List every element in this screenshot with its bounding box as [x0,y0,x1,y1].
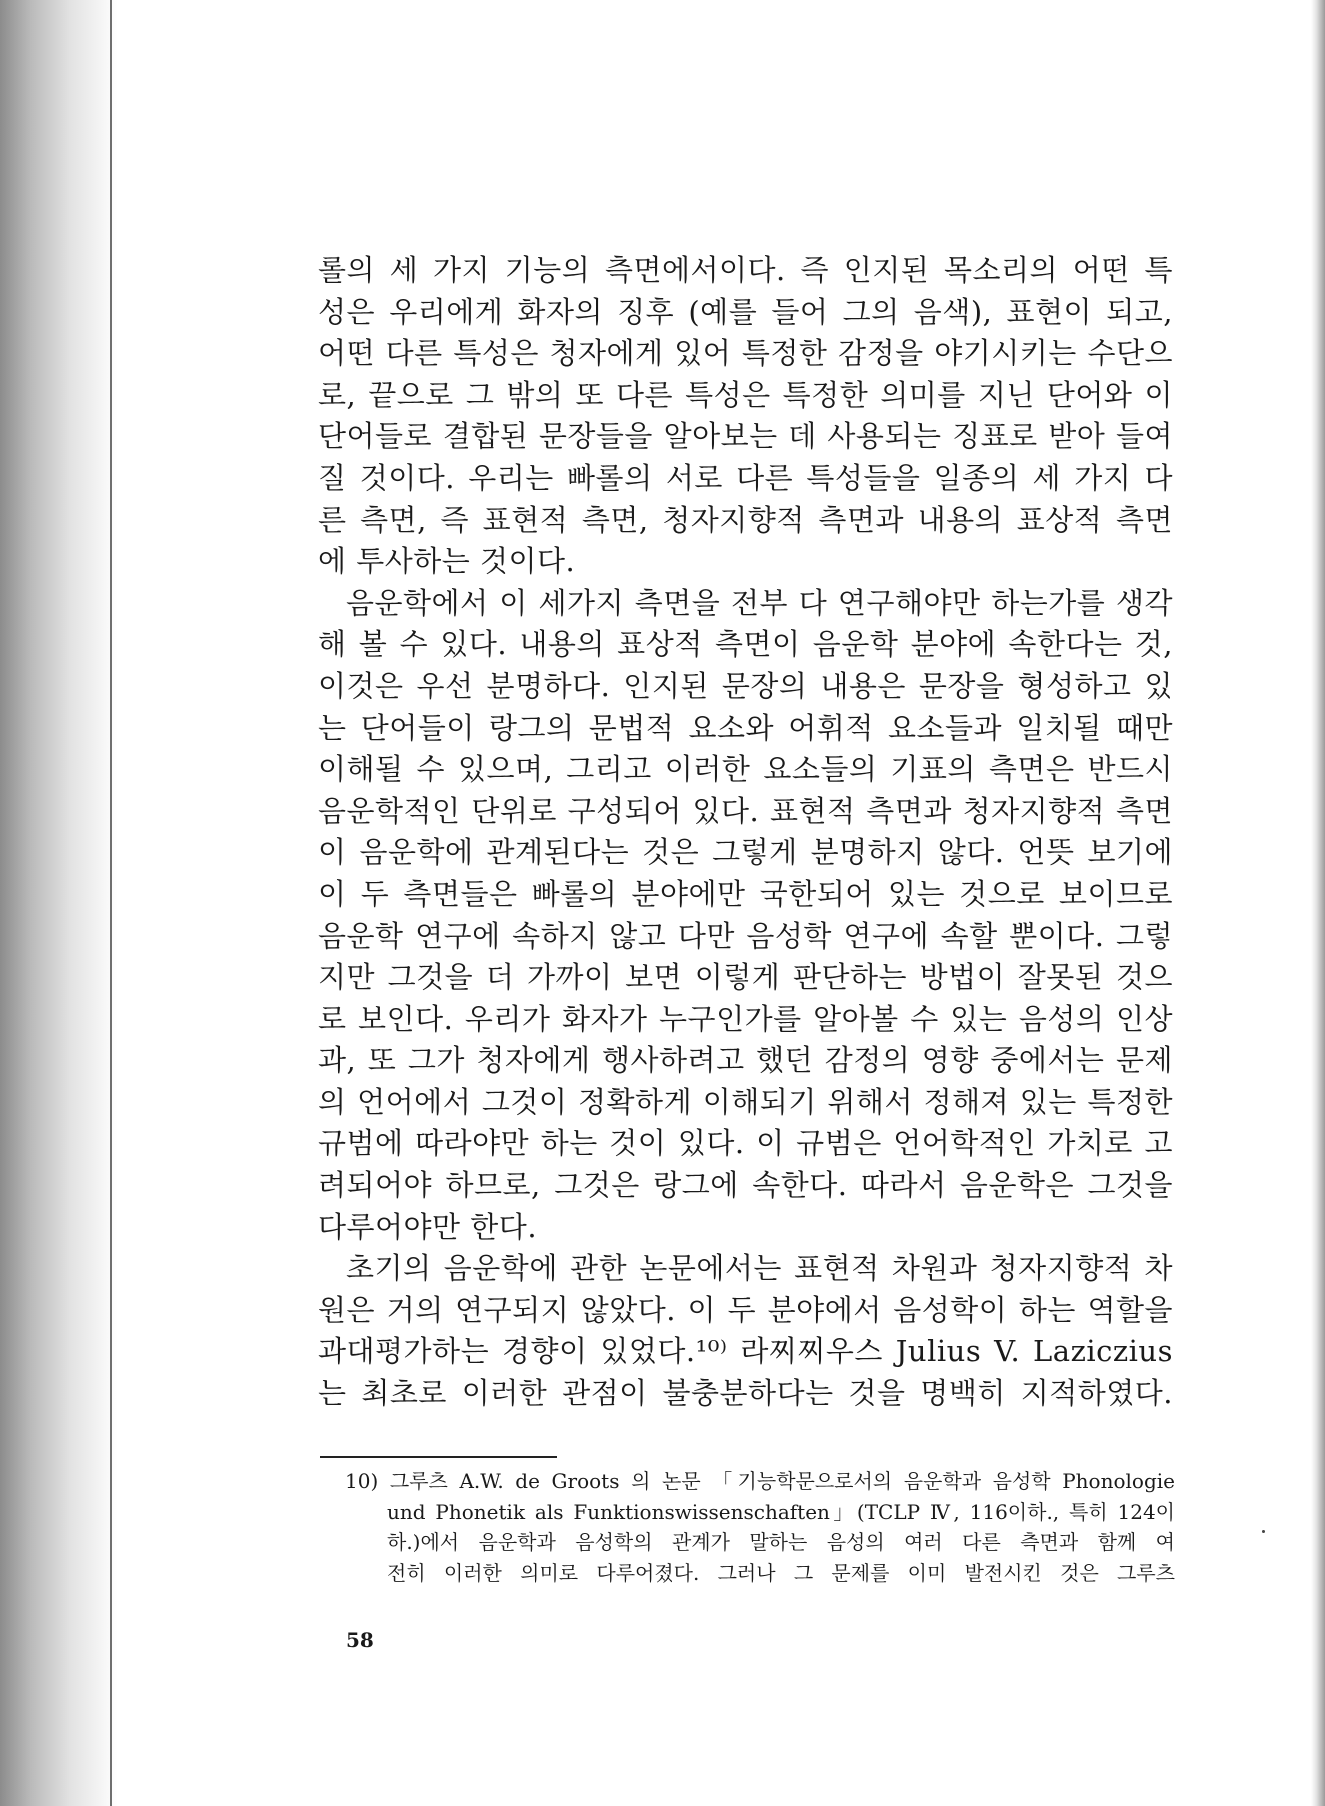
body-line: 과, 또 그가 청자에게 행사하려고 했던 감정의 영향 중에서는 문제 [318,1043,1173,1078]
footnote-line: 하.)에서 음운학과 음성학의 관계가 말하는 음성의 여러 다른 측면과 함께 여 [387,1530,1175,1554]
body-line: 이해될 수 있으며, 그리고 이러한 요소들의 기표의 측면은 반드시 [318,752,1173,787]
footnote-line: 전히 이러한 의미로 다루어졌다. 그러나 그 문제를 이미 발전시킨 것은 그루츠 [387,1560,1175,1585]
paragraph-start-line: 초기의 음운학에 관한 논문에서는 표현적 차원과 청자지향적 차 [346,1251,1173,1286]
body-line: 이 두 측면들은 빠롤의 분야에만 국한되어 있는 것으로 보이므로 [318,876,1173,911]
footnote-line: 10) 그루츠 A.W. de Groots 의 논문 「기능학문으로서의 음운학과 음성학 Phonologie [345,1469,1175,1493]
paragraph-start-line: 음운학에서 이 세가지 측면을 전부 다 연구해야만 하는가를 생각 [346,585,1173,620]
body-line: 이것은 우선 분명하다. 인지된 문장의 내용은 문장을 형성하고 있 [318,668,1173,703]
body-line: 다루어야만 한다. [318,1209,538,1244]
body-line: 지만 그것을 더 가까이 보면 이렇게 판단하는 방법이 잘못된 것으 [318,960,1173,995]
scan-speck [1262,1530,1265,1533]
body-line: 의 언어에서 그것이 정확하게 이해되기 위해서 정해져 있는 특정한 [318,1084,1173,1119]
body-line: 이 음운학에 관계된다는 것은 그렇게 분명하지 않다. 언뜻 보기에 [318,835,1173,870]
body-line: 른 측면, 즉 표현적 측면, 청자지향적 측면과 내용의 표상적 측면 [318,502,1173,537]
body-line: 단어들로 결합된 문장들을 알아보는 데 사용되는 징표로 받아 들여 [318,419,1173,454]
footnote-block [345,1466,1175,1588]
page-number: 58 [346,1628,374,1652]
body-line: 질 것이다. 우리는 빠롤의 서로 다른 특성들을 일종의 세 가지 다 [318,460,1173,495]
body-line: 음운학 연구에 속하지 않고 다만 음성학 연구에 속할 뿐이다. 그렇 [318,918,1173,953]
page-right-edge [1311,0,1325,1806]
page-binding-shadow [0,0,118,1806]
footnote-line: und Phonetik als Funktionswissenschaften」(TCLP Ⅳ, 116이하., 특히 124이 [387,1499,1175,1524]
body-line: 는 단어들이 랑그의 문법적 요소와 어휘적 요소들과 일치될 때만 [318,710,1173,745]
body-line: 로, 끝으로 그 밖의 또 다른 특성은 특정한 의미를 지닌 단어와 이 [318,377,1173,412]
body-line: 음운학적인 단위로 구성되어 있다. 표현적 측면과 청자지향적 측면 [318,793,1173,828]
body-line: 어떤 다른 특성은 청자에게 있어 특정한 감정을 야기시키는 수단으 [318,336,1173,371]
body-text [318,250,1173,1415]
body-line: 과대평가하는 경향이 있었다.¹⁰⁾ 라찌찌우스 Julius V. Laziczius [318,1334,1173,1369]
body-line: 는 최초로 이러한 관점이 불충분하다는 것을 명백히 지적하였다. [318,1376,1173,1411]
body-line: 려되어야 하므로, 그것은 랑그에 속한다. 따라서 음운학은 그것을 [318,1168,1173,1203]
body-line: 로 보인다. 우리가 화자가 누구인가를 알아볼 수 있는 음성의 인상 [318,1001,1173,1036]
body-line: 규범에 따라야만 하는 것이 있다. 이 규범은 언어학적인 가치로 고 [318,1126,1173,1161]
body-line: 롤의 세 가지 기능의 측면에서이다. 즉 인지된 목소리의 어떤 특 [318,253,1173,287]
body-line: 해 볼 수 있다. 내용의 표상적 측면이 음운학 분야에 속한다는 것, [318,627,1173,662]
body-line: 에 투사하는 것이다. [318,544,576,579]
page-binding-edge [110,0,112,1806]
body-line: 성은 우리에게 화자의 징후 (예를 들어 그의 음색), 표현이 되고, [318,294,1173,329]
body-line: 원은 거의 연구되지 않았다. 이 두 분야에서 음성학이 하는 역할을 [318,1292,1173,1327]
footnote-separator [320,1456,557,1458]
